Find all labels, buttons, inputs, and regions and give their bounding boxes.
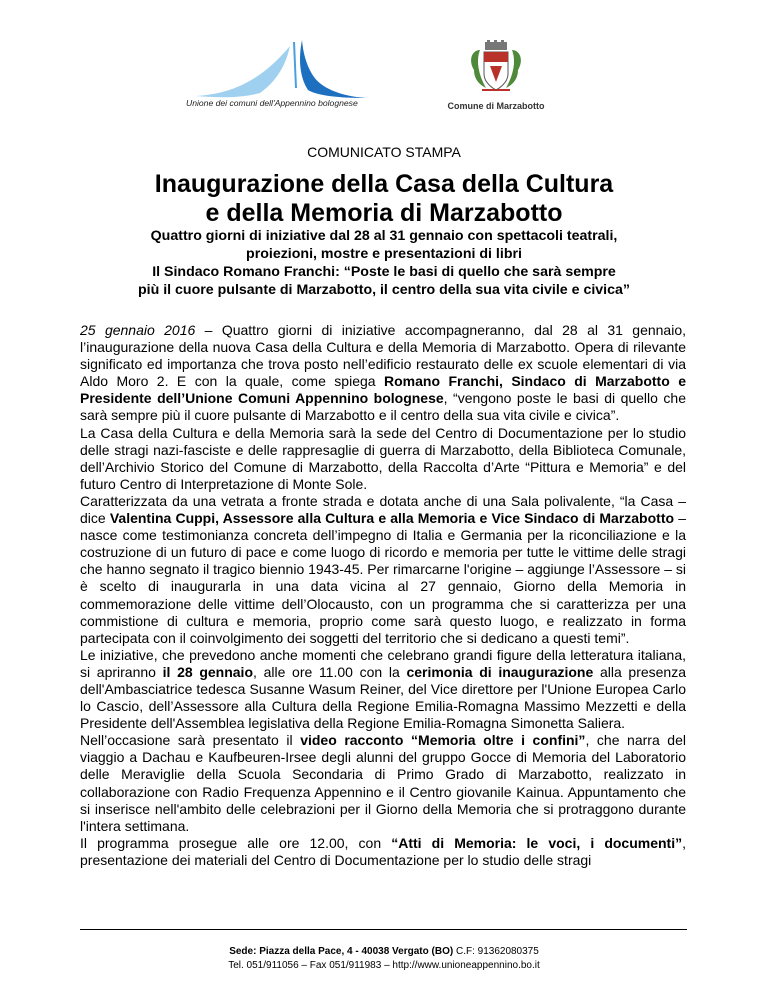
title-line: e della Memoria di Marzabotto (205, 199, 563, 227)
press-release-label: COMUNICATO STAMPA (307, 144, 461, 160)
subtitle-line: proiezioni, mostre e presentazioni di libri (246, 246, 522, 262)
paragraph: Caratterizzata da una vetrata a fronte strada e dotata anche di una Sala polivalente, “la Casa – dice Valentina Cuppi, Assessore alla Cultura e alla Memoria e Vice Sindaco di Marzabotto – nasce come testimonianza concreta dell’impegno di Italia e Germania per la riconciliazione e la costruzione di un futuro di pace e come luogo di ricordo e memoria per tutte le vittime delle stragi che hanno segnato il tragico biennio 1943-45. Per rimarcarne l'origine – aggiunge l’Assessore – si è scelto di inaugurarla in una data vicina al 27 gennaio, Giorno della Memoria in commemorazione delle vittime dell’Olocausto, con un programma che si caratterizza per una commistione di cultura e memoria, proprio come sarà questo luogo, e realizzato in forma partecipata con il coinvolgimento dei soggetti del territorio che si dedicano a questi temi”. (80, 492, 686, 646)
subtitle (0, 227, 768, 299)
footer-contacts: Tel. 051/911056 – Fax 051/911983 – http://www.unioneappennino.bo.it (228, 960, 540, 971)
coat-of-arms-icon (466, 40, 526, 98)
comune-logo (446, 40, 546, 116)
article-body (80, 322, 686, 869)
paragraph: 25 gennaio 2016 – Quattro giorni di iniziative accompagneranno, dal 28 al 31 gennaio, l’inaugurazione della nuova Casa della Cultura e della Memoria di Marzabotto. Opera di rilevante significato ed importanza che trova posto nell’edificio restaurato delle ex scuole elementari di via Aldo Moro 2. E con la quale, come spiega Romano Franchi, Sindaco di Marzabotto e Presidente dell’Unione Comuni Appennino bolognese, “vengono poste le basi di quello che sarà sempre più il cuore pulsante di Marzabotto e il centro della sua vita civile e civica”. (80, 322, 687, 424)
paragraph: Le iniziative, che prevedono anche momenti che celebrano grandi figure della letteratura italiana, si apriranno il 28 gennaio, alle ore 11.00 con la cerimonia di inaugurazione alla presenza dell'Ambasciatrice tedesca Susanne Wasum Reiner, del Vice direttore per l'Unione Europea Carlo lo Cascio, dell’Assessore alla Cultura della Regione Emilia-Romagna Massimo Mezzetti e della Presidente dell'Assemblea legislativa della Regione Emilia-Romagna Simonetta Saliera. (80, 646, 686, 732)
footer-divider (80, 929, 687, 930)
paragraph: Il programma prosegue alle ore 12.00, con “Atti di Memoria: le voci, i documenti”, presentazione dei materiali del Centro di Documentazione per lo studio delle stragi (80, 834, 686, 868)
paragraph: Nell’occasione sarà presentato il video racconto “Memoria oltre i confini”, che narra del viaggio a Dachau e Kaufbeuren-Irsee degli alunni del gruppo Gocce di Memoria del Laboratorio delle Meraviglie della Scuola Secondaria di Primo Grado di Marzabotto, realizzato in collaborazione con Radio Frequenza Appennino e il Centro giovanile Kainua. Appuntamento che si inserisce nell'ambito delle celebrazioni per il Giorno della Memoria che si protraggono durante l'intera settimana. (80, 732, 686, 834)
footer-address: Sede: Piazza della Pace, 4 - 40038 Vergato (BO) C.F: 91362080375 (229, 946, 539, 957)
title-line: Inaugurazione della Casa della Cultura (154, 170, 614, 198)
union-logo (186, 38, 376, 114)
paragraph: La Casa della Cultura e della Memoria sarà la sede del Centro di Documentazione per lo studio delle stragi nazi-fasciste e delle rappresaglie di guerra di Marzabotto, della Biblioteca Comunale, dell’Archivio Storico del Comune di Marzabotto, della Raccolta d’Arte “Pittura e Memoria” e del futuro Centro di Interpretazione di Monte Sole. (80, 424, 686, 492)
page-title (0, 170, 768, 228)
subtitle-line: Quattro giorni di iniziative dal 28 al 31 gennaio con spettacoli teatrali, (150, 228, 618, 244)
comune-logo-text: Comune di Marzabotto (447, 101, 545, 111)
union-logo-text: Unione dei comuni dell'Appennino bolognese (186, 98, 358, 108)
appennino-mountain-icon (190, 38, 370, 100)
subtitle-line: più il cuore pulsante di Marzabotto, il centro della sua vita civile e civica” (138, 282, 630, 298)
date: 25 gennaio 2016 (80, 322, 196, 338)
subtitle-line: Il Sindaco Romano Franchi: “Poste le basi di quello che sarà sempre (152, 264, 616, 280)
